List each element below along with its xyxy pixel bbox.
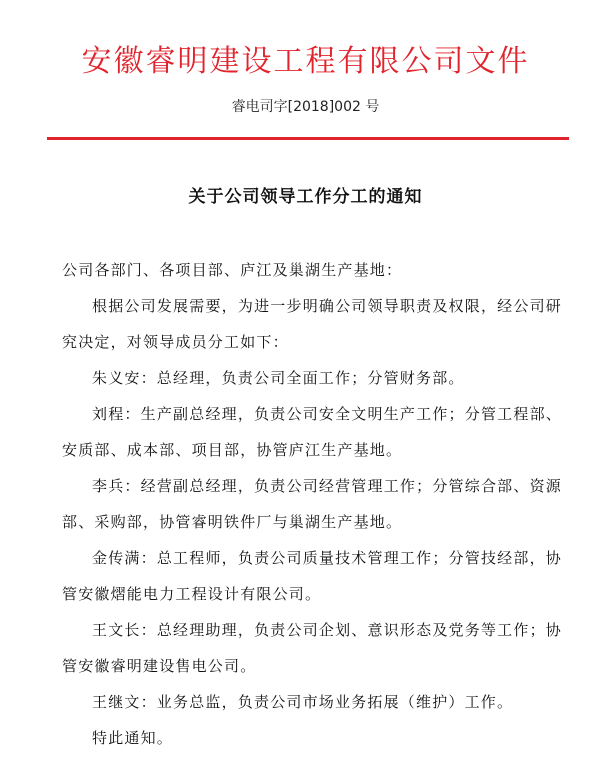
organization-title: 安徽睿明建设工程有限公司文件 <box>81 44 530 79</box>
assignment-paragraph: 朱义安：总经理，负责公司全面工作；分管财务部。 <box>92 369 465 387</box>
assignment-paragraph: 王文长：总经理助理，负责公司企划、意识形态及党务等工作；协管安徽睿明建设售电公司。 <box>62 621 562 675</box>
assignment-paragraph: 李兵：经营副总经理，负责公司经营管理工作；分管综合部、资源部、采购部，协管睿明铁件厂与巢湖生产基地。 <box>62 477 562 531</box>
closing-line: 特此通知。 <box>92 729 174 747</box>
assignment-paragraph: 金传满：总工程师，负责公司质量技术管理工作；分管技经部，协管安徽熠能电力工程设计有限公司。 <box>62 549 562 603</box>
assignment-paragraph: 刘程：生产副总经理，负责公司安全文明生产工作；分管工程部、安质部、成本部、项目部，协管庐江生产基地。 <box>62 405 562 459</box>
document-number: 睿电司字[2018]002 号 <box>231 99 380 115</box>
notice-title: 关于公司领导工作分工的通知 <box>188 187 423 207</box>
notice-body <box>62 252 562 756</box>
assignment-paragraph: 王继文：业务总监，负责公司市场业务拓展（维护）工作。 <box>92 693 514 711</box>
red-divider-line <box>47 137 569 140</box>
salutation: 公司各部门、各项目部、庐江及巢湖生产基地： <box>62 261 403 279</box>
intro-paragraph: 根据公司发展需要，为进一步明确公司领导职责及权限，经公司研究决定，对领导成员分工如下： <box>62 297 562 351</box>
